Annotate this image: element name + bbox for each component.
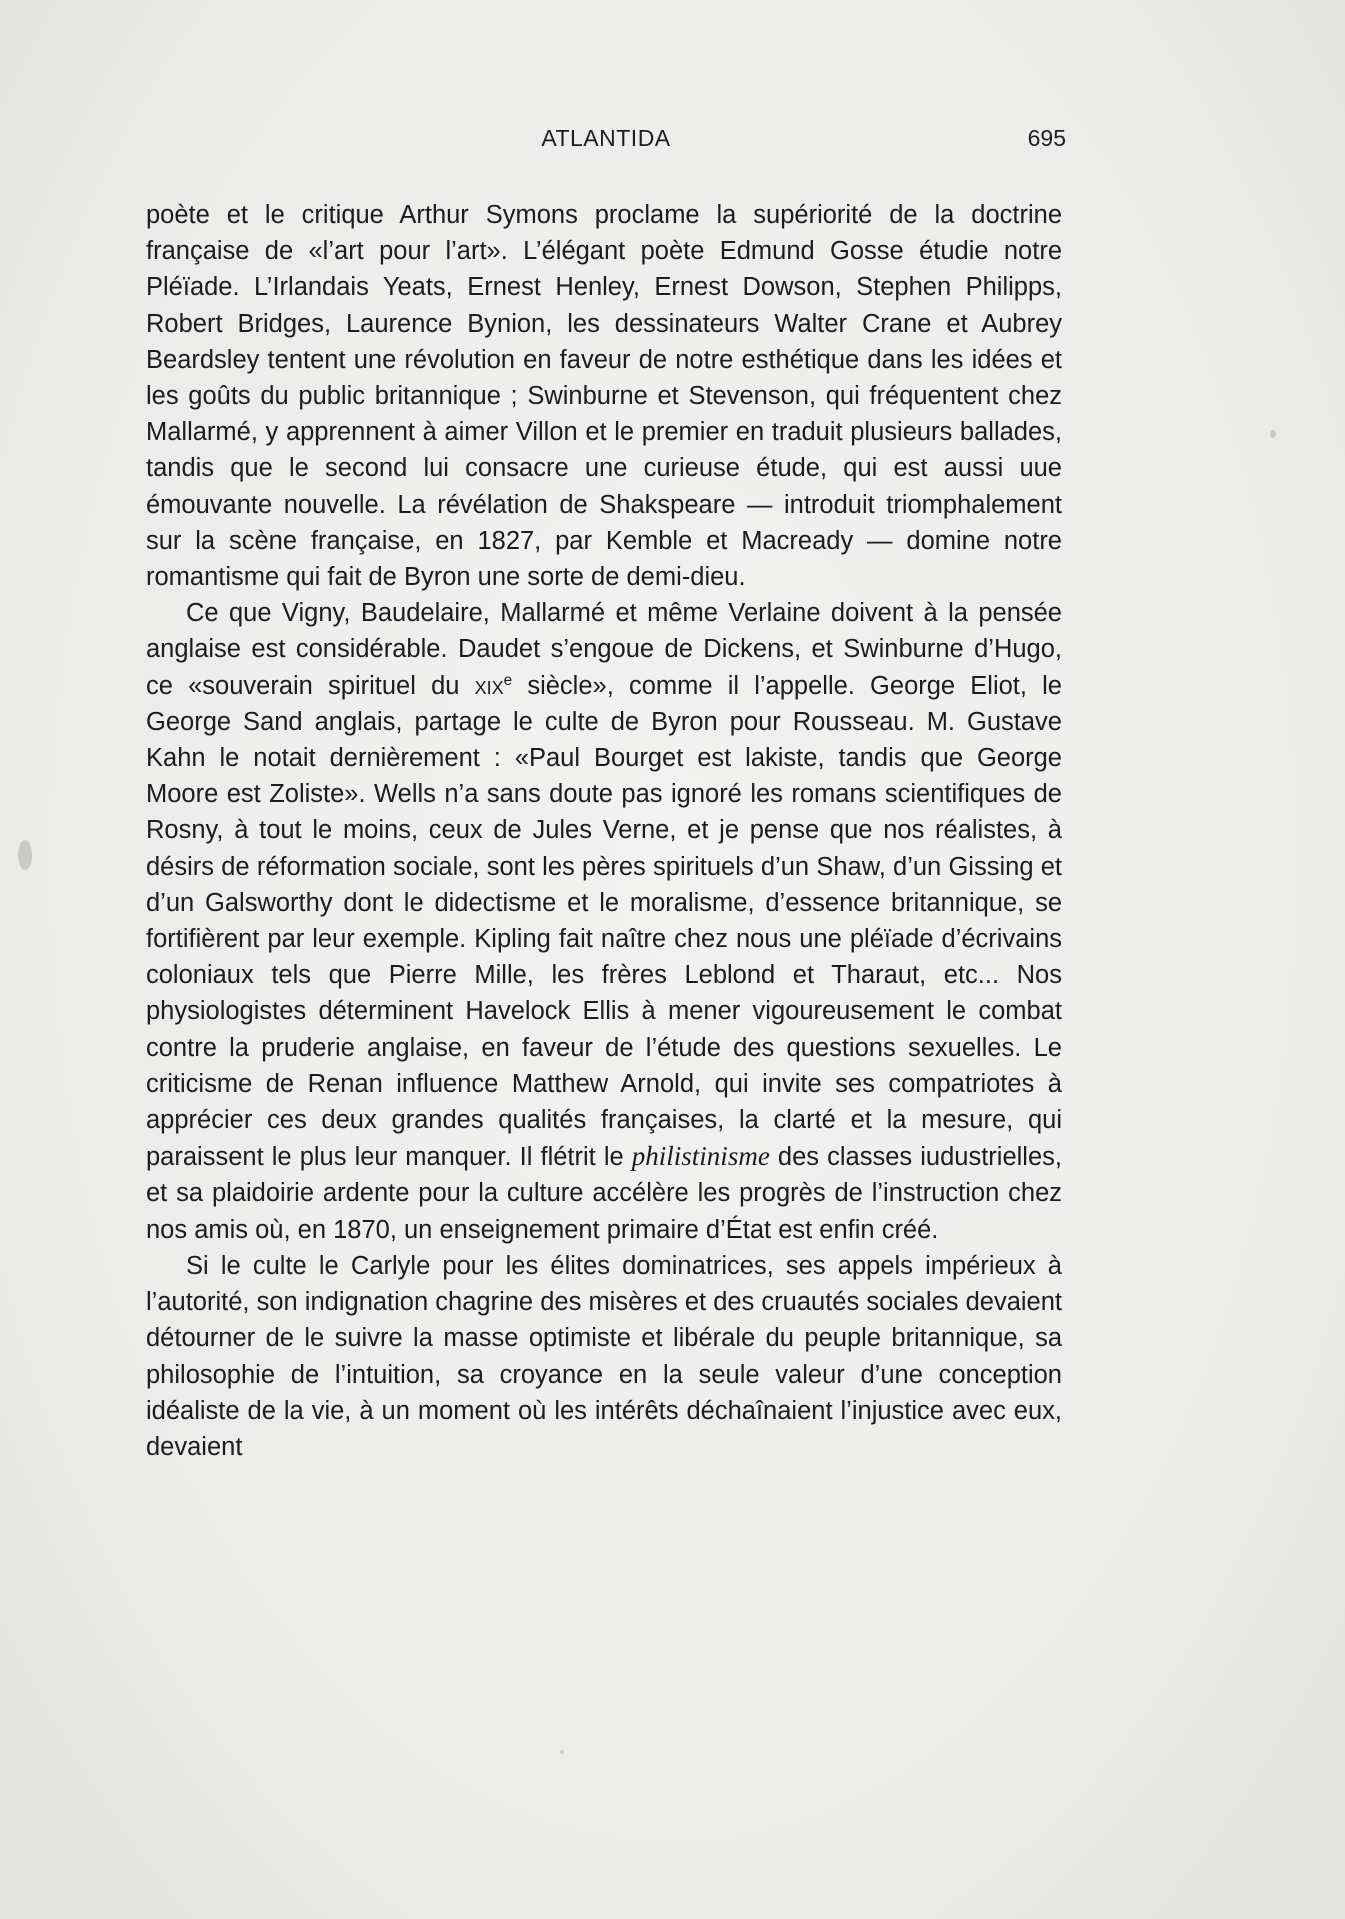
paragraph: [146, 1248, 1062, 1465]
italic-term: philistinisme: [631, 1141, 770, 1172]
paper-speck: [1270, 430, 1276, 438]
paragraph: [146, 595, 1062, 1248]
running-head: [146, 125, 1066, 161]
text-run: siècle», comme il l’appelle. George Eliot, le George Sand anglais, partage le culte de Byron pour Rousseau. M. Gustave Kahn le notait dernièrement : «Paul Bourget est lakiste, tandis que George Moore est Zoliste». Wells n’a sans doute pas ignoré les romans scientifiques de Rosny, à tout le moins, ceux de Jules Verne, et je pense que nos réalistes, à désirs de réformation sociale, sont les pères spirituels d’un Shaw, d’un Gissing et d’un Galsworthy dont le didectisme et le moralisme, d’essence britannique, se fortifièrent par leur exemple. Kipling fait naître chez nous une pléïade d’écrivains coloniaux tels que Pierre Mille, les frères Leblond et Tharaut, etc... Nos physiologistes déterminent Havelock Ellis à mener vigoureusement le combat contre la pruderie anglaise, en faveur de l’étude des questions sexuelles. Le criticisme de Renan influence Matthew Arnold, qui invite ses compatriotes à apprécier ces deux grandes qualités françaises, la clarté et la mesure, qui paraissent le plus leur manquer. Il flétrit le: [146, 671, 1062, 1172]
paper-speck: [560, 1750, 564, 1754]
text-run: poète et le critique Arthur Symons proclame la supériorité de la doctrine française de «l’art pour l’art». L’élégant poète Edmund Gosse étudie notre Pléïade. L’Irlandais Yeats, Ernest Henley, Ernest Dowson, Stephen Philipps, Robert Bridges, Laurence Bynion, les dessinateurs Walter Crane et Aubrey Beardsley tentent une révolution en faveur de notre esthétique dans les idées et les goûts du public britannique ; Swinburne et Stevenson, qui fréquentent chez Mallarmé, y apprennent à aimer Villon et le premier en traduit plusieurs ballades, tandis que le second lui consacre une curieuse étude, qui est aussi uue émouvante nouvelle. La révélation de Shakspeare — introduit triomphalement sur la scène française, en 1827, par Kemble et Macready — domine notre romantisme qui fait de Byron une sorte de demi-dieu.: [146, 201, 1062, 592]
superscript: e: [503, 671, 513, 689]
text-run: des classes iudustrielles, et sa plaidoirie ardente pour la culture accélère les progrès de l’instruction chez nos amis où, en 1870, un enseignement primaire d’État est enfin créé.: [146, 1143, 1062, 1244]
paper-stain: [18, 840, 32, 870]
page-number: 695: [1027, 125, 1066, 151]
text-run: Si le culte le Carlyle pour les élites dominatrices, ses appels impérieux à l’autorité, son indignation chagrine des misères et des cruautés sociales devaient détourner de le suivre la masse optimiste et libérale du peuple britannique, sa philosophie de l’intuition, sa croyance en la seule valeur d’une conception idéaliste de la vie, à un moment où les intérêts déchaînaient l’injustice avec eux, devaient: [146, 1251, 1062, 1461]
body-text: [146, 197, 1062, 1465]
paragraph: [146, 197, 1062, 595]
journal-title: ATLANTIDA: [541, 125, 671, 151]
text-run: Ce que Vigny, Baudelaire, Mallarmé et même Verlaine doivent à la pensée anglaise est considérable. Daudet s’engoue de Dickens, et Swinburne d’Hugo, ce «souverain spirituel du: [146, 599, 1062, 700]
small-caps-text: xix: [474, 671, 504, 700]
